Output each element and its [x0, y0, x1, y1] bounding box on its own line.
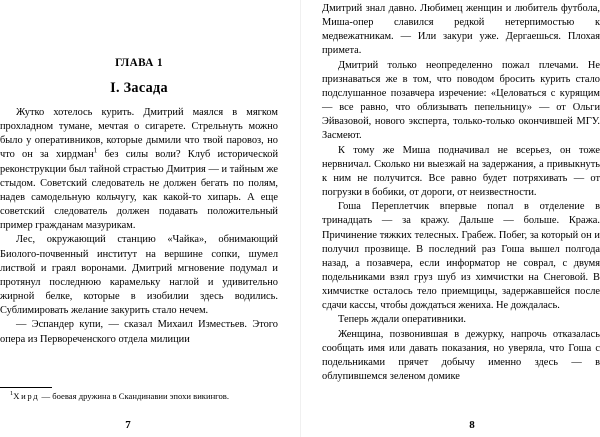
paragraph: Лес, окружающий станцию «Чайка», обнимающий Биолого-почвенный институт на вершине сопки, шумел листвой и граял воронами. Дмитрий мгновение подумал и протянул последнюю карамельку наглой и удивительно жирной белке, которые в изобилии здесь водились. Сублимировать желание закурить стало нечем.	[0, 234, 278, 317]
footnote-zone	[0, 387, 256, 402]
footnote-reference[interactable]: 1	[93, 147, 98, 155]
footnote-text: — боевая дружина в Скандинавии эпохи викингов.	[39, 390, 229, 401]
left-page-body	[0, 0, 278, 437]
paragraph: — Эспандер купи, — сказал Михаил Изместьев. Этого опера из Первореченского отдела милиции	[0, 319, 278, 345]
right-page	[300, 0, 600, 437]
right-page-body	[322, 0, 600, 437]
paragraph: Теперь ждали оперативники.	[338, 314, 467, 326]
footnote	[0, 391, 256, 402]
chapter-title: I. Засада	[110, 80, 168, 96]
paragraph: Дмитрий только неопределенно пожал плечами. Не признаваться же в том, что поводом бросить курить стало подслушанное позавчера изречение: «Целоваться с курящим — все равно, что облизывать пепельницу» — от Ольги Эйвазовой, нового эксперта, только-только окончившей МГУ. Засмеют.	[322, 59, 600, 142]
paragraph: Жутко хотелось курить. Дмитрий маялся в мягком прохладном тумане, мечтая о сигарете. Стрельнуть можно было у оперативников, которые дымили что твой паровоз, но что он за хирдман$^1$ без силы воли? Клуб исторической реконструкции был тайной страстью Дмитрия — и тайным же стыдом. Советский следователь не должен бегать по полям, надев самодельную кольчугу, как какой-то хипарь. А еще советский следователь должен подавать положительный пример гражданам мазурикам.	[0, 107, 278, 232]
paragraph: К тому же Миша подначивал не всерьез, он тоже нервничал. Сколько ни выезжай на задержания, а привыкнуть к ним не получится. Все равно будет потряхивать — от погрузки в бобики, от дороги, от неизвестности.	[322, 144, 600, 199]
paragraph: Гоша Переплетчик впервые попал в отделение в тринадцать — за кражу. Дальше — больше. Кража. Причинение тяжких телесных. Грабеж. Побег, за который он и получил прозвище. В последний раз Гоша вышел полгода назад, а позавчера, если информатор не соврал, с двумя подельниками взял груз шуб из химчистки на Снеговой. В химчистке осталось тело приемщицы, задержавшейся после сдачи кассы, чтобы дождаться жениха. Не дождалась.	[322, 201, 600, 312]
right-page-text-block	[322, 0, 600, 384]
page-number-left: 7	[125, 419, 131, 431]
paragraph: Женщина, позвонившая в дежурку, напрочь отказалась сообщать имя или давать показания, но уверяла, что Гоша с подельниками прячет добычу именно здесь — в облупившемся зеленом домике	[322, 328, 600, 383]
paragraph: Дмитрий знал давно. Любимец женщин и любитель футбола, Миша-опер славился редкой нетерпимостью к медвежатникам. — Или закури уже. Дергаешься. Плохая примета.	[322, 3, 600, 57]
footnote-term: Хирд	[13, 390, 40, 401]
page-number-right: 8	[469, 419, 475, 431]
footnote-separator-rule	[0, 387, 52, 388]
footnote-marker: 1	[10, 389, 14, 397]
chapter-label: ГЛАВА 1	[115, 57, 163, 69]
